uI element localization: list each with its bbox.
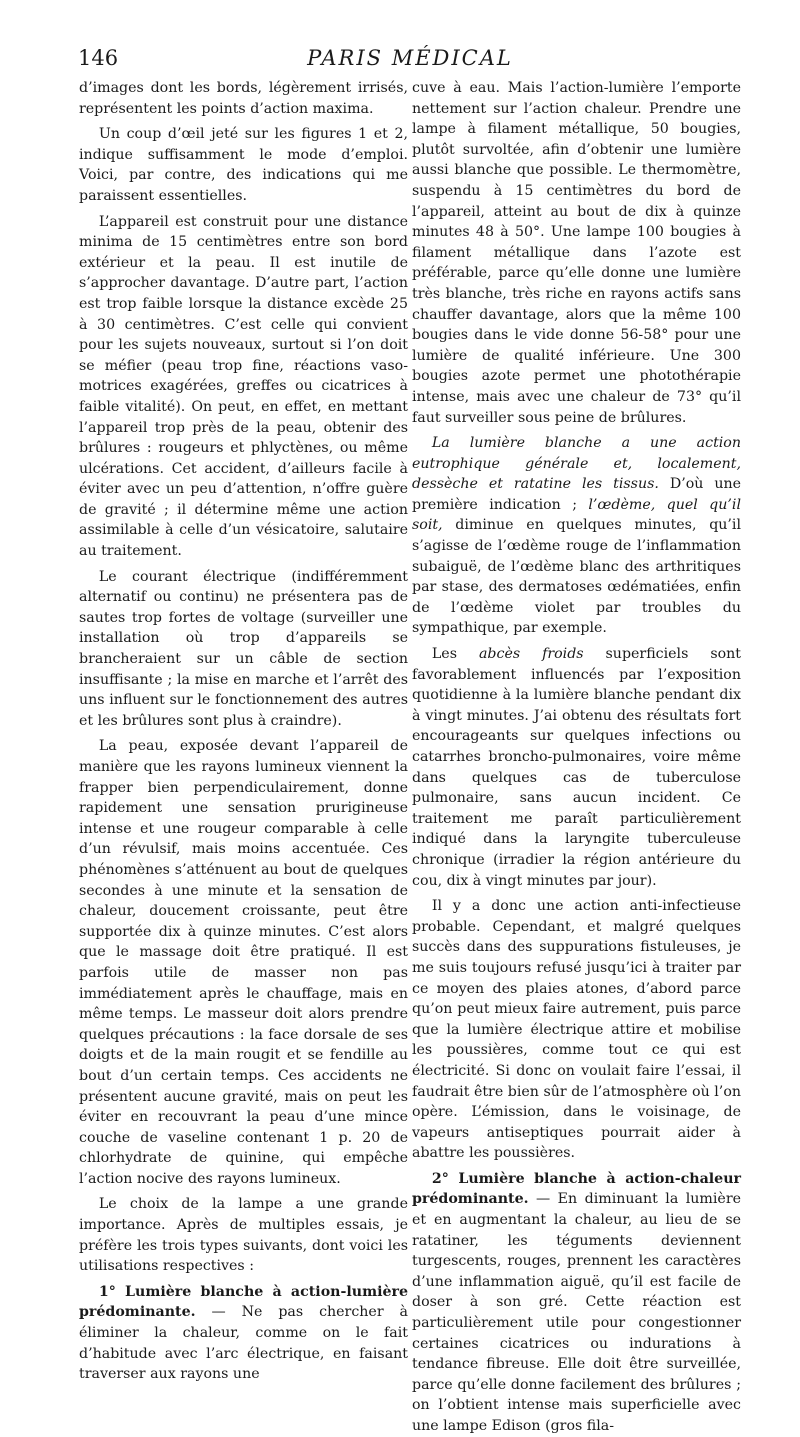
section-1-paragraph — [79, 1282, 408, 1385]
journal-title: PARIS MÉDICAL — [307, 46, 513, 70]
right-column — [412, 78, 741, 1437]
abces-paragraph — [412, 644, 741, 891]
paragraph: cuve à eau. Mais l’action-lumière l’emporte nettement sur l’action chaleur. Prendre une lampe à filament métallique, 50 bougies, plutôt survoltée, afin d’obtenir une lumière aussi blanche que possible. Le thermomètre, suspendu à 15 centimètres du bord de l’appareil, atteint au bout de dix à quinze minutes 48 à 50°. Une lampe 100 bougies à filament métallique dans l’azote est préférable, parce qu’elle donne une lumière très blanche, très riche en rayons actifs sans chauffer davantage, alors que la même 100 bougies dans le vide donne 56-58° pour une lumière de qualité inférieure. Une 300 bougies azote permet une photothérapie intense, mais avec une chaleur de 73° qu’il faut surveiller sous peine de brûlures. — [412, 80, 741, 426]
paragraph: L’appareil est construit pour une distance minima de 15 centimètres entre son bord extérieur et la peau. Il est inutile de s’approcher davantage. D’autre part, l’action est trop faible lorsque la distance excède 25 à 30 centimètres. C’est celle qui convient pour les sujets nouveaux, surtout si l’on doit se méfier (peau trop fine, réactions vaso-motrices exagérées, greffes ou cicatrices à faible vitalité). On peut, en effet, en mettant l’appareil trop près de la peau, obtenir des brûlures : rougeurs et phlyctènes, ou même ulcérations. Cet accident, d’ailleurs facile à éviter avec un peu d’attention, n’offre guère de gravité ; il détermine même une action assimilable à celle d’un vésicatoire, salutaire au traitement. — [79, 213, 408, 560]
left-column — [79, 78, 408, 1385]
page-number: 146 — [78, 46, 119, 70]
paragraph: d’images dont les bords, légèrement irrisés, représentent les points d’action maxima. — [79, 80, 408, 117]
italic-paragraph-text-2: diminue en quelques minutes, qu’il s’agisse de l’œdème rouge de l’inflammation subaiguë, de l’œdème blanc des arthritiques par stase, des dermatoses œdématiées, enfin de l’œdème violet par troubles du sympathique, par exemple. — [412, 517, 741, 637]
page-header — [78, 40, 742, 74]
paragraph: La peau, exposée devant l’appareil de manière que les rayons lumineux viennent la frapper bien perpendiculairement, donne rapidement une sensation prurigineuse intense et une rougeur comparable à celle d’un révulsif, mais moins accentuée. Ces phénomènes s’atténuent au bout de quelques secondes à une minute et la sensation de chaleur, doucement croissante, peut être supportée dix à quinze minutes. C’est alors que le massage doit être pratiqué. Il est parfois utile de masser non pas immédiatement après le chauffage, mais en même temps. Le masseur doit alors prendre quelques précautions : la face dorsale de ses doigts et de la main rougit et se fendille au bout d’un certain temps. Ces accidents ne présentent aucune gravité, mais on peut les éviter en recouvrant la peau d’une mince couche de vaseline contenant 1 p. 20 de chlorhydrate de quinine, qui empêche l’action nocive des rayons lumineux. — [79, 738, 408, 1187]
italic-paragraph — [412, 433, 741, 639]
section-1-text: — Ne pas chercher à éliminer la chaleur, comme on le fait d’habitude avec l’arc électrique, en faisant traverser aux rayons une — [79, 1304, 408, 1383]
italic-paragraph-text: D’où une première indication ; — [412, 476, 741, 513]
abces-emphasis: abcès froids — [478, 646, 584, 663]
paragraph: Le choix de la lampe a une grande importance. Après de multiples essais, je préfère les trois types suivants, dont voici les utilisations respectives : — [79, 1196, 408, 1275]
section-2-heading: 2° Lumière blanche à action-chaleur prédominante. — [412, 1170, 741, 1208]
section-1-heading: 1° Lumière blanche à action-lumière prédominante. — [79, 1283, 408, 1321]
italic-lead: La lumière blanche a une action eutrophique générale et, localement, dessèche et ratatine les tissus. — [412, 435, 741, 493]
italic-emphasis: l’œdème, quel qu’il soit, — [412, 496, 741, 534]
section-2-paragraph — [412, 1169, 741, 1437]
paragraph: Un coup d’œil jeté sur les figures 1 et 2, indique suffisamment le mode d’emploi. Voici, par contre, des indications qui me paraissent essentielles. — [79, 126, 408, 204]
paragraph: Le courant électrique (indifféremment alternatif ou continu) ne présentera pas de sautes trop fortes de voltage (surveiller une installation où trop d’appareils se brancheraient sur un câble de section insuffisante ; la mise en marche et l’arrêt des uns influent sur le fonctionnement des autres et les brûlures sont plus à craindre). — [79, 568, 408, 729]
abces-rest: superficiels sont favorablement influencés par l’exposition quotidienne à la lumière blanche pendant dix à vingt minutes. J’ai obtenu des résultats fort encourageants sur quelques infections ou catarrhes broncho-pulmonaires, voire même dans quelques cas de tuberculose pulmonaire, sans aucun incident. Ce traitement me paraît particulièrement indiqué dans la laryngite tuberculeuse chronique (irradier la région antérieure du cou, dix à vingt minutes par jour). — [412, 646, 741, 889]
abces-lead: Les — [431, 646, 479, 663]
paragraph: Il y a donc une action anti-infectieuse probable. Cependant, et malgré quelques succès dans des suppurations fistuleuses, je me suis toujours refusé jusqu’ici à traiter par ce moyen des plaies atones, d’abord parce qu’on peut mieux faire autrement, puis parce que la lumière électrique attire et mobilise les poussières, comme tout ce qui est électricité. Si donc on voulait faire l’essai, il faudrait être bien sûr de l’atmosphère où l’on opère. L’émission, dans le voisinage, de vapeurs antiseptiques pourrait aider à abattre les poussières. — [412, 898, 741, 1162]
section-2-text: — En diminuant la lumière et en augmentant la chaleur, au lieu de se ratatiner, les téguments deviennent turgescents, rouges, prennent les caractères d’une inflammation aiguë, qu’il est facile de doser à son gré. Cette réaction est particulièrement utile pour congestionner certaines cicatrices ou indurations à tendance fibreuse. Elle doit être surveillée, parce qu’elle donne facilement des brûlures ; on l’obtient intense mais superficielle avec une lampe Edison (gros fila- — [412, 1191, 741, 1434]
